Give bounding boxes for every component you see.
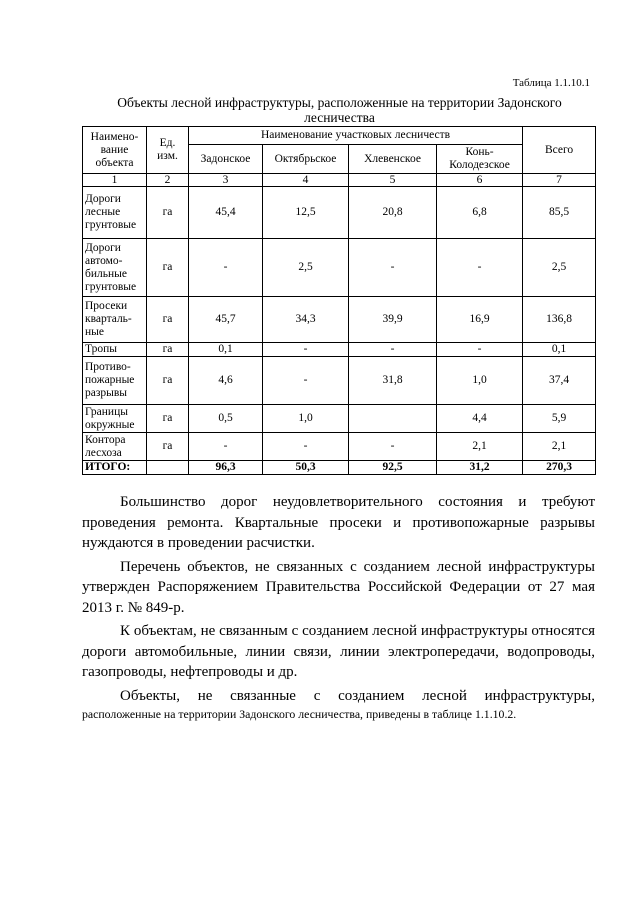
row-value: 0,1 [189,343,263,357]
table-row [83,343,596,357]
header-object: Наимено- вание объекта [83,127,147,174]
total-value: 92,5 [349,461,437,475]
table-row [83,357,596,405]
row-value: 31,8 [349,357,437,405]
total-sum: 270,3 [523,461,596,475]
row-value: 2,5 [263,239,349,297]
row-name: Противо- пожарные разрывы [83,357,147,405]
row-value: 45,7 [189,297,263,343]
column-number: 5 [349,174,437,187]
body-text [82,492,595,722]
header-unit: Ед. изм. [147,127,189,174]
row-value: - [437,343,523,357]
row-unit: га [147,405,189,433]
total-unit [147,461,189,475]
column-number: 2 [147,174,189,187]
row-total: 0,1 [523,343,596,357]
row-value [349,405,437,433]
header-forestry-1: Задонское [189,145,263,174]
paragraph: Большинство дорог неудовлетворительного состояния и требуют проведения ремонта. Квартальные просеки и противопожарные разрывы нуждаются в проведении расчистки. [82,494,595,551]
row-total: 2,5 [523,239,596,297]
row-name: Границы окружные [83,405,147,433]
row-total: 136,8 [523,297,596,343]
row-name: Контора лесхоза [83,433,147,461]
row-value: - [437,239,523,297]
table-row [83,187,596,239]
header-forestry-2: Октябрьское [263,145,349,174]
row-total: 85,5 [523,187,596,239]
row-value: 16,9 [437,297,523,343]
paragraph: К объектам, не связанным с созданием лесной инфраструктуры относятся дороги автомобильные, линии связи, линии электропередачи, водопроводы, газопроводы, нефтепроводы и др. [82,623,595,680]
paragraph-line: расположенные на территории Задонского лесничества, приведены в таблице 1.1.10.2. [82,707,517,721]
row-value: 6,8 [437,187,523,239]
total-label: ИТОГО: [83,461,147,475]
table-number: Таблица 1.1.10.1 [512,77,590,89]
paragraph [82,686,595,707]
paragraph: Перечень объектов, не связанных с созданием лесной инфраструктуры утвержден Распоряжением Правительства Российской Федерации от 27 мая 2013 г. № 849-р. [82,558,595,616]
row-unit: га [147,239,189,297]
row-value: 45,4 [189,187,263,239]
row-value: 20,8 [349,187,437,239]
column-number: 6 [437,174,523,187]
table-body [83,187,596,475]
row-value: 1,0 [437,357,523,405]
table-title [82,95,597,125]
row-value: - [349,433,437,461]
table-row [83,405,596,433]
row-value: 4,6 [189,357,263,405]
row-value: 1,0 [263,405,349,433]
row-unit: га [147,343,189,357]
column-number: 7 [523,174,596,187]
row-total: 2,1 [523,433,596,461]
table-row [83,297,596,343]
total-value: 50,3 [263,461,349,475]
row-total: 5,9 [523,405,596,433]
row-value: - [263,357,349,405]
table-title-line-1: Объекты лесной инфраструктуры, расположенные на территории Задонского [117,95,562,110]
table-title-line-2: лесничества [304,110,375,125]
table-row [83,433,596,461]
column-number: 1 [83,174,147,187]
column-number: 4 [263,174,349,187]
infrastructure-table [82,126,596,475]
row-value: - [263,343,349,357]
row-value: 2,1 [437,433,523,461]
paragraph-line: Объекты, не связанные с созданием лесной инфраструктуры, [120,687,595,704]
row-unit: га [147,433,189,461]
row-value: - [349,343,437,357]
row-value: - [263,433,349,461]
row-value: - [189,433,263,461]
total-row [83,461,596,475]
column-number-row [83,174,596,187]
row-unit: га [147,357,189,405]
row-value: 39,9 [349,297,437,343]
row-name: Просеки кварталь- ные [83,297,147,343]
header-forestry-3: Хлевенское [349,145,437,174]
row-value: 12,5 [263,187,349,239]
row-value: 34,3 [263,297,349,343]
row-unit: га [147,187,189,239]
total-value: 31,2 [437,461,523,475]
row-value: 4,4 [437,405,523,433]
row-value: - [189,239,263,297]
total-value: 96,3 [189,461,263,475]
table-row [83,239,596,297]
row-value: - [349,239,437,297]
header-forestry-4: Конь- Колодезское [437,145,523,174]
row-name: Дороги автомо- бильные грунтовые [83,239,147,297]
row-name: Тропы [83,343,147,357]
column-number: 3 [189,174,263,187]
row-unit: га [147,297,189,343]
row-name: Дороги лесные грунтовые [83,187,147,239]
header-total: Всего [523,127,596,174]
row-value: 0,5 [189,405,263,433]
header-forestries-group: Наименование участковых лесничеств [189,127,523,145]
row-total: 37,4 [523,357,596,405]
